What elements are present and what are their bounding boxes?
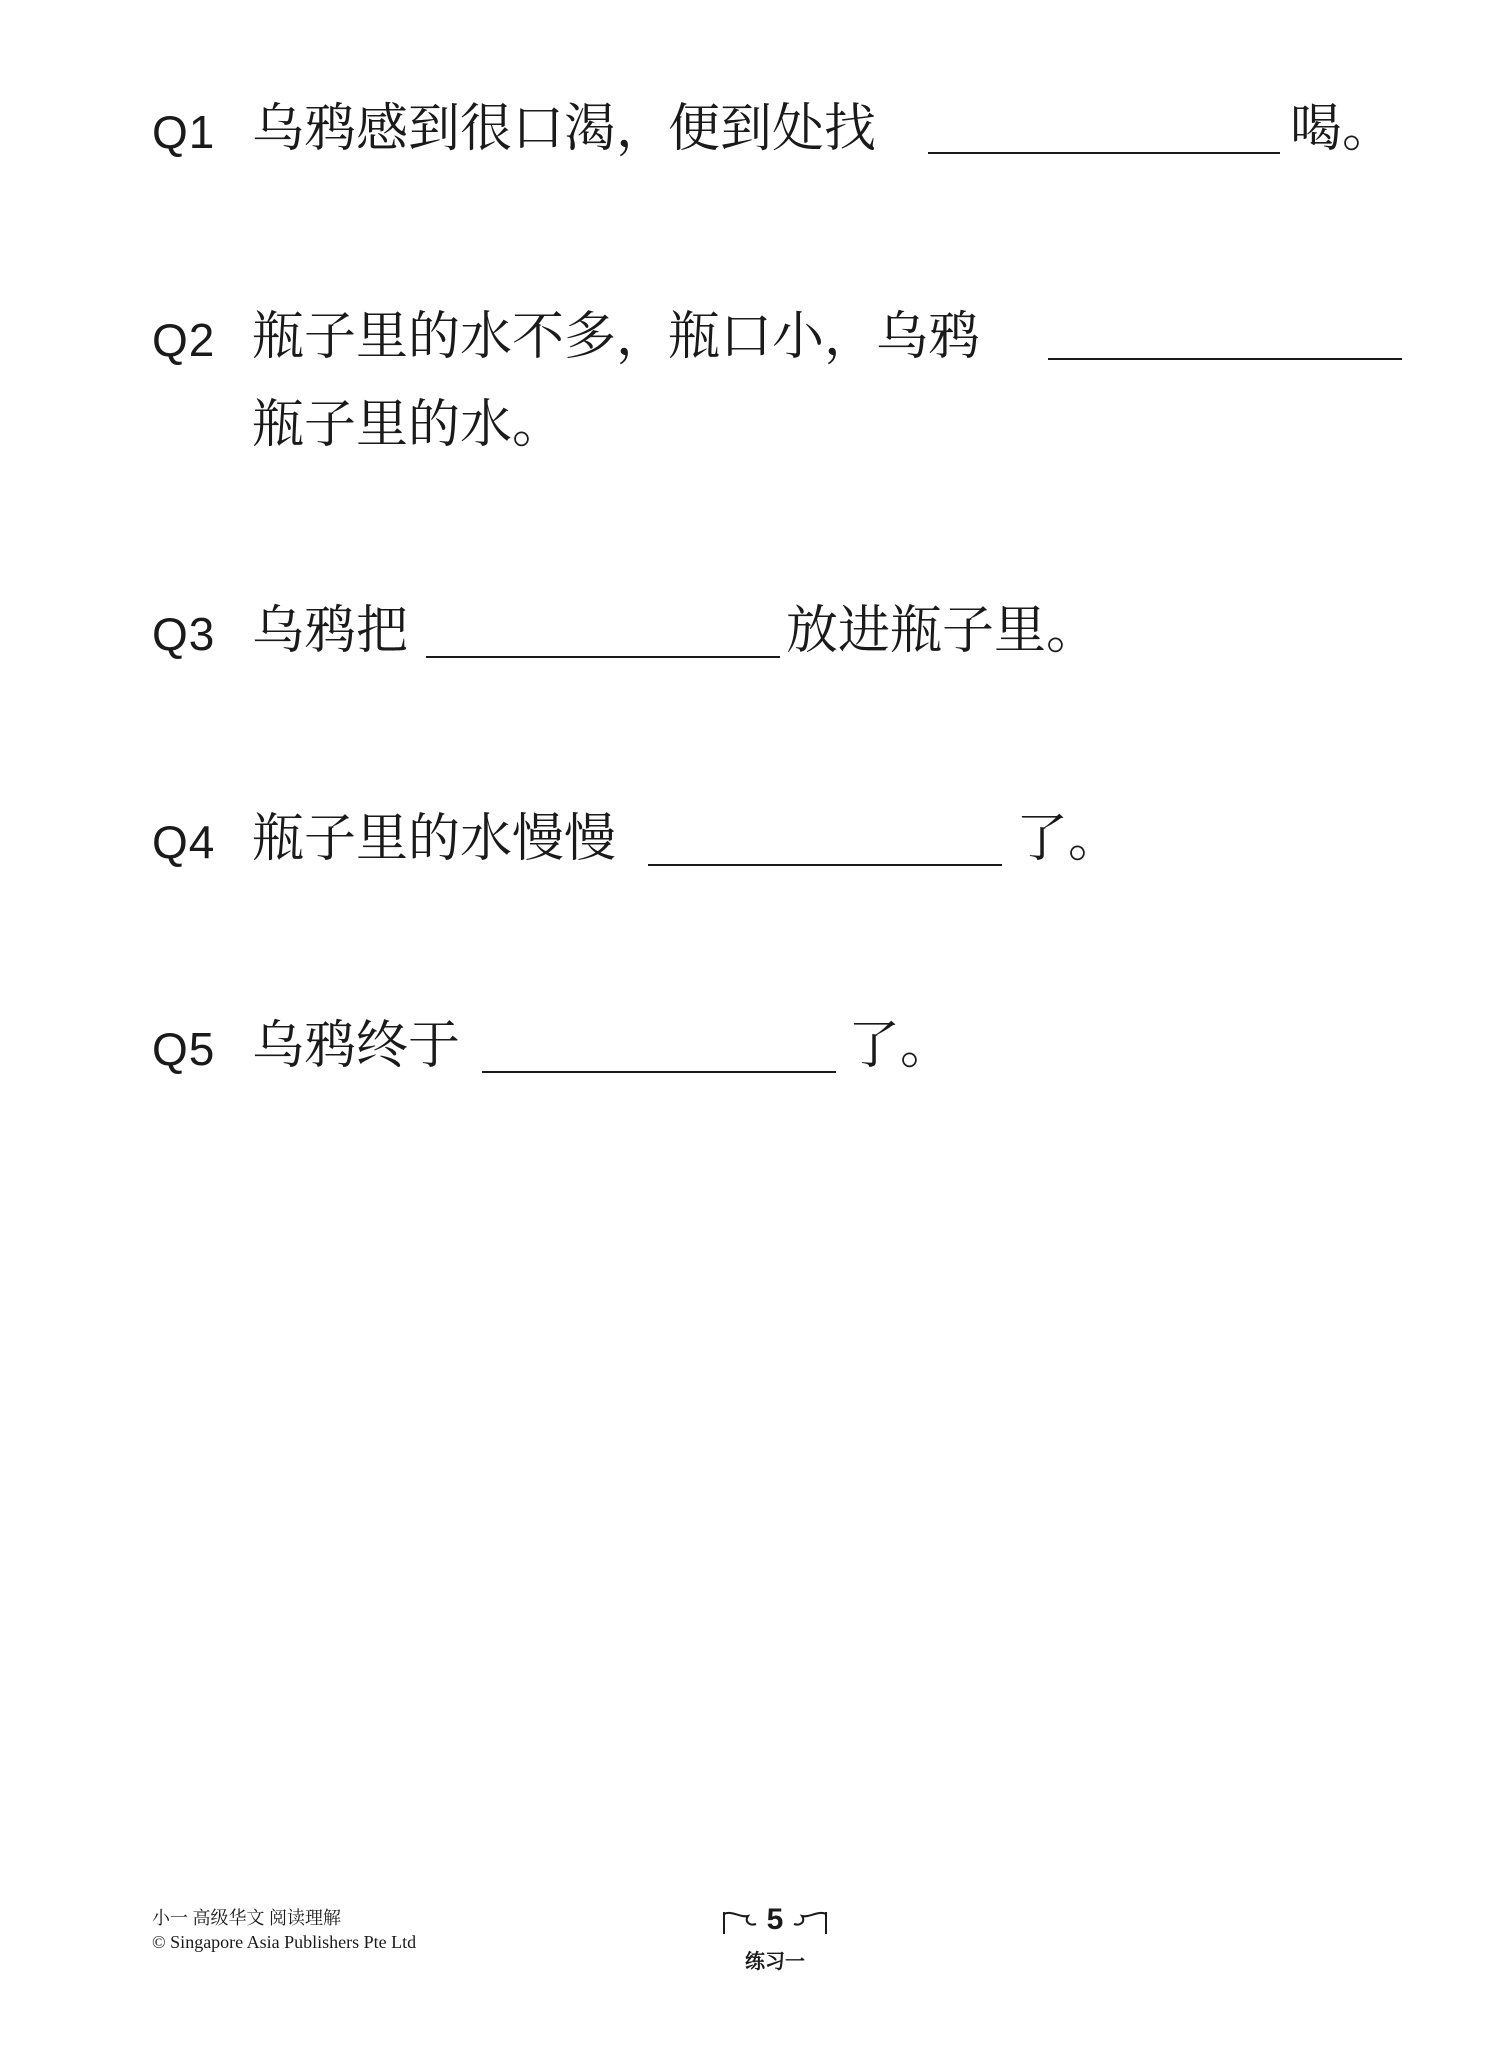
page-number: 5: [766, 1903, 784, 1936]
answer-blank[interactable]: [648, 864, 1002, 866]
question-text-end: 放进瓶子里。: [786, 601, 1099, 661]
right-flourish-icon: [794, 1912, 826, 1934]
question-number: Q1: [152, 106, 216, 158]
question-text-end: 了。: [1016, 809, 1121, 869]
footer-info: [152, 1906, 416, 1954]
question-number: Q2: [152, 314, 216, 366]
answer-blank[interactable]: [482, 1071, 836, 1073]
question-text: 乌鸦感到很口渴，便到处找: [252, 99, 877, 159]
copyright: © Singapore Asia Publishers Pte Ltd: [152, 1932, 417, 1952]
section-label: 练习一: [745, 1949, 805, 1973]
question-5: [0, 1013, 1499, 1093]
answer-blank[interactable]: [1048, 358, 1402, 360]
question-2: [0, 304, 1499, 454]
question-text: 乌鸦终于: [252, 1016, 461, 1076]
answer-blank[interactable]: [426, 656, 780, 658]
book-title: 小一 高级华文 阅读理解: [152, 1908, 341, 1928]
question-1: [0, 96, 1499, 176]
question-text: 瓶子里的水慢慢: [252, 809, 617, 869]
answer-blank[interactable]: [928, 152, 1280, 154]
question-number: Q4: [152, 816, 216, 868]
question-text-end: 了。: [848, 1016, 953, 1076]
question-4: [0, 806, 1499, 886]
question-3: [0, 598, 1499, 678]
question-number: Q5: [152, 1023, 216, 1075]
question-text: 乌鸦把: [252, 601, 409, 661]
question-number: Q3: [152, 608, 216, 660]
question-text-line2: 瓶子里的水。: [252, 395, 565, 455]
question-text-end: 喝。: [1290, 99, 1395, 159]
question-text: 瓶子里的水不多，瓶口小，乌鸦: [252, 307, 981, 367]
left-flourish-icon: [724, 1912, 756, 1934]
